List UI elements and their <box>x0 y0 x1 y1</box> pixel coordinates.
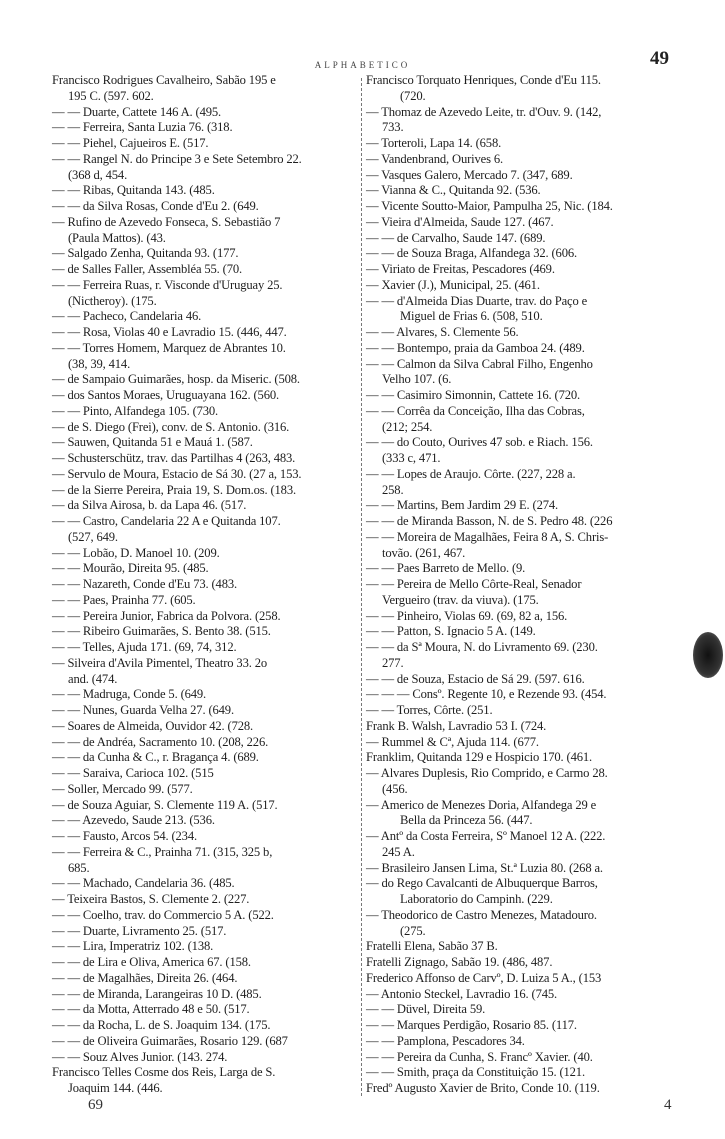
directory-entry-line: — — Pereira de Mello Côrte-Real, Senador <box>366 577 582 591</box>
directory-entry-line: — — Rangel N. do Principe 3 e Sete Setembro 22. <box>52 151 302 166</box>
directory-entry-line: — Rufino de Azevedo Fonseca, S. Sebastião 7 <box>52 214 281 229</box>
directory-entry-line: — — Ferreira & C., Prainha 71. (315, 325 b, <box>52 844 273 859</box>
directory-entry-line: — Sauwen, Quitanda 51 e Mauá 1. (587. <box>52 435 253 450</box>
directory-entry-line: — Schusterschütz, trav. das Partilhas 4 (263, 483. <box>52 451 296 465</box>
directory-entry-line: Francisco Torquato Henriques, Conde d'Eu 115. <box>366 73 601 87</box>
directory-entry-line: — — Machado, Candelaria 36. (485. <box>52 876 235 891</box>
directory-entry-line: — — de Andréa, Sacramento 10. (208, 226. <box>52 734 269 749</box>
directory-entry-line: — — Pinheiro, Violas 69. (69, 82 a, 156. <box>366 608 568 623</box>
directory-entry-line: — — Bontempo, praia da Gamboa 24. (489. <box>366 340 585 355</box>
entry-continuation-line: (38, 39, 414. <box>68 356 131 371</box>
directory-entry-line: — — Torres Homem, Marquez de Abrantes 10. <box>52 340 286 355</box>
directory-entry-line: — Viriato de Freitas, Pescadores (469. <box>366 262 555 276</box>
directory-entry-line: — — da Silva Rosas, Conde d'Eu 2. (649. <box>52 199 259 213</box>
directory-entry-line: Fratelli Elena, Sabão 37 B. <box>366 939 498 954</box>
directory-entry-line: — — Souz Alves Junior. (143. 274. <box>52 1049 228 1064</box>
directory-entry-line: — Vasques Galero, Mercado 7. (347, 689. <box>366 167 573 182</box>
directory-entry-line: — Americo de Menezes Doria, Alfandega 29 e <box>366 797 597 812</box>
directory-entry-line: — Brasileiro Jansen Lima, St.ª Luzia 80. (268 a. <box>366 860 603 875</box>
entry-continuation-line: 685. <box>68 860 90 875</box>
directory-entry-line: — Soller, Mercado 99. (577. <box>52 781 193 796</box>
directory-entry-line: — Torteroli, Lapa 14. (658. <box>366 136 502 150</box>
directory-entry-line: — — Coelho, trav. do Commercio 5 A. (522. <box>52 907 274 922</box>
directory-entry-line: — — Ferreira, Santa Luzia 76. (318. <box>52 120 233 135</box>
entry-continuation-line: 245 A. <box>382 844 415 859</box>
directory-entry-line: — Rummel & Cª, Ajuda 114. (677. <box>366 734 539 749</box>
directory-entry-line: — Thomaz de Azevedo Leite, tr. d'Ouv. 9. (142, <box>366 104 602 119</box>
directory-entry-line: — Theodorico de Castro Menezes, Matadouro. <box>366 907 597 922</box>
entry-continuation-line: Vergueiro (trav. da viuva). (175. <box>382 592 539 607</box>
directory-entry-line: — de Salles Faller, Assembléa 55. (70. <box>52 262 243 276</box>
directory-entry-line: — Servulo de Moura, Estacio de Sá 30. (27 a, 153. <box>52 466 302 481</box>
entry-continuation-line: (720. <box>400 88 426 103</box>
directory-entry-line: — — Pacheco, Candelaria 46. <box>52 309 202 324</box>
directory-entry-line: — — de Carvalho, Saude 147. (689. <box>366 230 546 245</box>
directory-entry-line: — — Nunes, Guarda Velha 27. (649. <box>52 703 234 717</box>
signature-mark-left: 69 <box>88 1097 103 1113</box>
directory-entry-line: Fredº Augusto Xavier de Brito, Conde 10. (119. <box>366 1081 600 1095</box>
entry-continuation-line: (527, 649. <box>68 529 118 544</box>
entry-continuation-line: (Paula Mattos). (43. <box>68 230 166 245</box>
entry-continuation-line: 258. <box>382 482 404 497</box>
entry-continuation-line: Bella da Princeza 56. (447. <box>400 813 533 828</box>
directory-entry-line: — — Calmon da Silva Cabral Filho, Engenho <box>366 356 593 371</box>
signature-mark-right: 4 <box>664 1097 672 1113</box>
directory-entry-line: — — do Couto, Ourives 47 sob. e Riach. 156. <box>366 435 593 450</box>
directory-entry-line: — da Silva Airosa, b. da Lapa 46. (517. <box>52 498 247 513</box>
directory-entry-line: — — da Rocha, L. de S. Joaquim 134. (175. <box>52 1018 271 1032</box>
directory-entry-line: — — Patton, S. Ignacio 5 A. (149. <box>366 624 536 639</box>
directory-entry-line: — — Pereira da Cunha, S. Francº Xavier. (40. <box>366 1049 593 1064</box>
directory-entry-line: — — Duarte, Cattete 146 A. (495. <box>52 104 222 119</box>
directory-entry-line: — — Smith, praça da Constituição 15. (121. <box>366 1065 585 1080</box>
directory-entry-line: — de Sampaio Guimarães, hosp. da Miseric. (508. <box>52 372 300 387</box>
directory-entry-line: — — Pereira Junior, Fabrica da Polvora. (258. <box>52 608 281 623</box>
directory-entry-line: — — Casimiro Simonnin, Cattete 16. (720. <box>366 388 581 402</box>
directory-entry-line: — Antonio Steckel, Lavradio 16. (745. <box>366 986 558 1001</box>
directory-entry-line: — — Saraiva, Carioca 102. (515 <box>52 766 214 780</box>
directory-entry-line: — — Mourão, Direita 95. (485. <box>52 561 209 576</box>
directory-entry-line: Francisco Telles Cosme dos Reis, Larga de S. <box>52 1065 276 1080</box>
directory-entry-line: — — de Miranda, Larangeiras 10 D. (485. <box>52 986 262 1001</box>
entry-continuation-line: 195 C. (597. 602. <box>68 88 154 103</box>
directory-entry-line: — — Ribeiro Guimarães, S. Bento 38. (515. <box>52 624 271 639</box>
directory-entry-line: — Xavier (J.), Municipal, 25. (461. <box>366 277 540 292</box>
directory-entry-line: — Silveira d'Avila Pimentel, Theatro 33. 2o <box>52 655 268 670</box>
directory-entry-line: — Vandenbrand, Ourives 6. <box>366 151 503 166</box>
directory-entry-line: — — Ribas, Quitanda 143. (485. <box>52 183 215 198</box>
directory-entry-line: Franklim, Quitanda 129 e Hospicio 170. (461. <box>366 750 593 765</box>
directory-entry-line: — Soares de Almeida, Ouvidor 42. (728. <box>52 718 254 733</box>
directory-entry-line: — — de Miranda Basson, N. de S. Pedro 48. (226 <box>366 514 613 528</box>
entry-continuation-line: (456. <box>382 781 408 796</box>
directory-entry-line: — de la Sierre Pereira, Praia 19, S. Dom.os. (183. <box>52 482 296 497</box>
directory-entry-line: — — da Sª Moura, N. do Livramento 69. (230. <box>366 640 598 654</box>
directory-entry-line: — — Paes, Prainha 77. (605. <box>52 592 196 607</box>
directory-entry-line: — — Moreira de Magalhães, Feira 8 A, S. Chris- <box>366 529 609 544</box>
entry-continuation-line: Joaquim 144. (446. <box>68 1081 163 1095</box>
directory-entry-line: — Vieira d'Almeida, Saude 127. (467. <box>366 214 554 229</box>
directory-entry-line: — — Lobão, D. Manoel 10. (209. <box>52 545 220 560</box>
directory-entry-line: — — Telles, Ajuda 171. (69, 74, 312. <box>52 640 237 654</box>
directory-entry-line: — — Torres, Côrte. (251. <box>366 703 493 717</box>
directory-entry-line: — Teixeira Bastos, S. Clemente 2. (227. <box>52 892 250 906</box>
directory-entry-line: — — Pinto, Alfandega 105. (730. <box>52 403 219 418</box>
directory-entry-line: — — Marques Perdigão, Rosario 85. (117. <box>366 1018 577 1032</box>
entry-continuation-line: (275. <box>400 923 426 938</box>
entry-continuation-line: (Nictheroy). (175. <box>68 293 157 308</box>
entry-continuation-line: Miguel de Frias 6. (508, 510. <box>400 309 543 324</box>
directory-entry-line: — — de Lira e Oliva, America 67. (158. <box>52 955 251 969</box>
entry-continuation-line: (212; 254. <box>382 419 433 434</box>
directory-entry-line: — — Piehel, Cajueiros E. (517. <box>52 136 209 150</box>
entry-continuation-line: (333 c, 471. <box>382 451 441 465</box>
directory-entry-line: — — Lira, Imperatriz 102. (138. <box>52 939 214 954</box>
directory-entry-line: — do Rego Cavalcanti de Albuquerque Barros, <box>366 876 598 891</box>
page-number: 49 <box>650 48 669 69</box>
directory-entry-line: Frank B. Walsh, Lavradio 53 I. (724. <box>366 718 547 733</box>
directory-entry-line: — — Madruga, Conde 5. (649. <box>52 687 207 702</box>
directory-entry-line: — Vianna & C., Quitanda 92. (536. <box>366 183 541 198</box>
directory-entry-line: — — Martins, Bem Jardim 29 E. (274. <box>366 498 559 513</box>
entry-continuation-line: Velho 107. (6. <box>382 372 452 387</box>
directory-entry-line: — — de Souza, Estacio de Sá 29. (597. 616. <box>366 671 585 686</box>
entry-continuation-line: 733. <box>382 120 404 135</box>
entry-continuation-line: (368 d, 454. <box>68 167 128 182</box>
directory-entry-line: — — Duarte, Livramento 25. (517. <box>52 923 227 938</box>
directory-entry-line: — — Rosa, Violas 40 e Lavradio 15. (446, 447. <box>52 325 287 339</box>
entry-continuation-line: tovão. (261, 467. <box>382 545 466 560</box>
directory-entry-line: — — Azevedo, Saude 213. (536. <box>52 813 215 828</box>
directory-entry-line: — — de Oliveira Guimarães, Rosario 129. (687 <box>52 1033 288 1048</box>
directory-entry-line: — — Castro, Candelaria 22 A e Quitanda 107. <box>52 514 281 528</box>
entry-continuation-line: and. (474. <box>68 671 118 686</box>
directory-entry-line: — — de Souza Braga, Alfandega 32. (606. <box>366 246 577 261</box>
directory-entry-line: — — Alvares, S. Clemente 56. <box>366 325 519 339</box>
directory-entry-line: — Antº da Costa Ferreira, Sº Manoel 12 A. (222. <box>366 829 606 843</box>
running-header: ALPHABETICO <box>314 60 411 70</box>
directory-entry-line: — Vicente Soutto-Maior, Pampulha 25, Nic. (184. <box>366 199 613 213</box>
directory-entry-line: — Alvares Duplesis, Rio Comprido, e Carmo 28. <box>366 766 608 780</box>
directory-entry-line: — — Lopes de Araujo. Côrte. (227, 228 a. <box>366 466 576 481</box>
directory-entry-line: — — Fausto, Arcos 54. (234. <box>52 829 197 843</box>
left-column <box>52 73 360 1097</box>
directory-entry-line: — — — Consº. Regente 10, e Rezende 93. (454. <box>366 687 607 702</box>
directory-entry-line: — — Nazareth, Conde d'Eu 73. (483. <box>52 577 237 591</box>
directory-entry-line: Fratelli Zignago, Sabão 19. (486, 487. <box>366 955 553 969</box>
directory-entry-line: — — Ferreira Ruas, r. Visconde d'Uruguay 25. <box>52 277 283 292</box>
directory-entry-line: — — da Cunha & C., r. Bragança 4. (689. <box>52 750 259 765</box>
directory-entry-line: — de S. Diego (Frei), conv. de S. Antonio. (316. <box>52 419 290 434</box>
directory-entry-line: — — de Magalhães, Direita 26. (464. <box>52 970 238 985</box>
directory-entry-line: Francisco Rodrigues Cavalheiro, Sabão 195 e <box>52 73 276 87</box>
directory-entry-line: — — da Motta, Atterrado 48 e 50. (517. <box>52 1002 250 1017</box>
directory-entry-line: — — d'Almeida Dias Duarte, trav. do Paço e <box>366 293 588 308</box>
directory-entry-line: Frederico Affonso de Carvº, D. Luiza 5 A., (153 <box>366 970 602 985</box>
entry-continuation-line: 277. <box>382 655 404 670</box>
directory-entry-line: — — Pamplona, Pescadores 34. <box>366 1033 525 1048</box>
directory-entry-line: — — Düvel, Direita 59. <box>366 1002 486 1017</box>
ink-blot <box>693 632 723 678</box>
entry-continuation-line: Laboratorio do Campinh. (229. <box>400 892 553 906</box>
directory-entry-line: — Salgado Zenha, Quitanda 93. (177. <box>52 246 239 261</box>
directory-entry-line: — — Corrêa da Conceição, Ilha das Cobras, <box>366 403 585 418</box>
directory-entry-line: — — Paes Barreto de Mello. (9. <box>366 561 526 576</box>
column-divider <box>361 78 362 1096</box>
directory-entry-line: — de Souza Aguiar, S. Clemente 119 A. (517. <box>52 797 278 812</box>
right-column <box>366 73 716 1097</box>
directory-entry-line: — dos Santos Moraes, Uruguayana 162. (560. <box>52 388 279 402</box>
